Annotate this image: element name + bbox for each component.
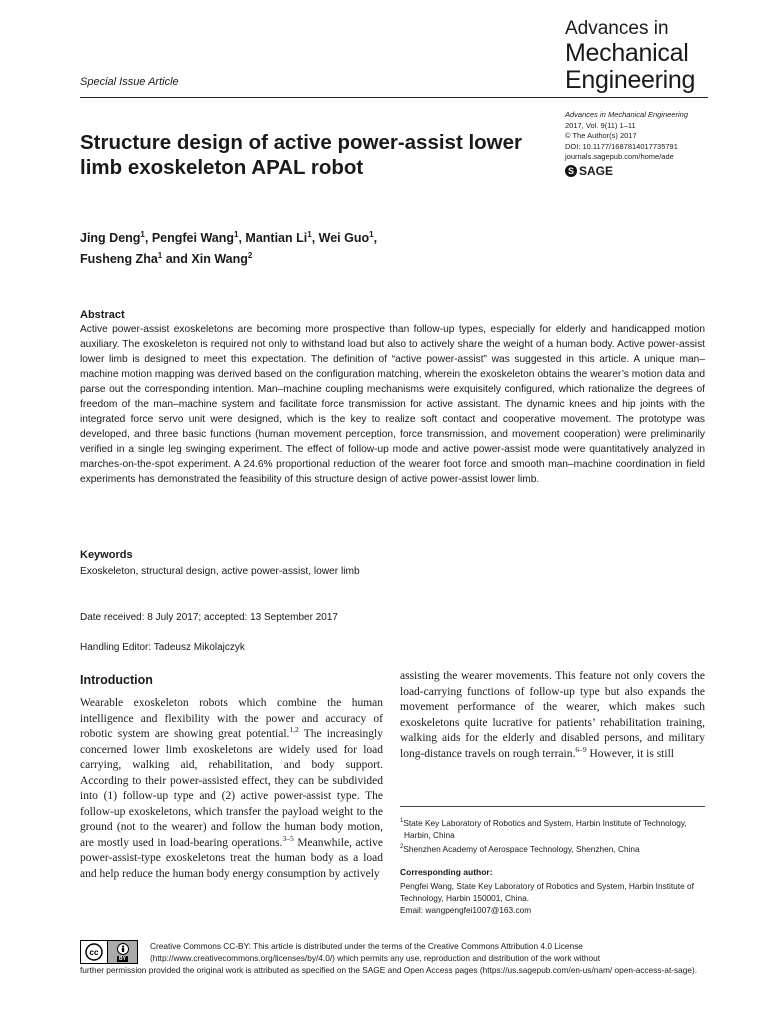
author-list: [80, 226, 550, 268]
introduction-heading: Introduction: [80, 673, 153, 687]
affiliation: $^2$Shenzhen Academy of Aerospace Technology, Shenzhen, China: [400, 843, 640, 854]
doi[interactable]: DOI: 10.1177/1687814017735791: [565, 141, 678, 151]
copyright: © The Author(s) 2017: [565, 131, 637, 140]
license-text: [80, 940, 705, 976]
cc-by-badge[interactable]: [80, 940, 138, 964]
date-received: Date received: 8 July 2017; accepted: 13 September 2017: [80, 612, 338, 623]
sage-s-icon: S: [565, 165, 577, 177]
license-line: open-access-at-sage).: [614, 965, 698, 975]
journal-volume: 2017, Vol. 9(11) 1–11: [565, 120, 636, 130]
license-line: (http://www.creativecommons.org/licenses/by/4.0/) which permits any use, reproduction and distribution of the work without: [150, 953, 601, 963]
author: Wei Guo$^1$,: [318, 230, 378, 246]
journal-title-line1: Advances in: [565, 18, 669, 39]
by-icon: [108, 941, 137, 963]
license-line: Creative Commons CC-BY: This article is distributed under the terms of the Creative Commons Attribution 4.0 License: [150, 941, 583, 951]
journal-title: [565, 18, 765, 94]
keywords-list: Exoskeleton, structural design, active power-assist, lower limb: [80, 566, 360, 577]
handling-editor: Handling Editor: Tadeusz Mikolajczyk: [80, 642, 245, 653]
article-title: Structure design of active power-assist lower limb exoskeleton APAL robot: [80, 131, 523, 179]
author: Xin Wang$^2$: [191, 251, 253, 267]
svg-text:cc: cc: [89, 948, 99, 957]
corresponding-author: [400, 880, 705, 916]
publisher-name: SAGE: [579, 164, 614, 178]
keywords-heading: Keywords: [80, 549, 133, 561]
sage-logo: [565, 164, 613, 178]
author: Fusheng Zha$^1$ and: [80, 251, 192, 267]
abstract-heading: Abstract: [80, 309, 125, 321]
abstract-body: Active power-assist exoskeletons are becoming more prospective than follow-up types, especially for elderly and handicapped motion auxiliary. The exoskeleton is required not only to withstand load but also to actively share the weight of a human body. Active power-assist lower limb is designed to meet this expectation. The definition of “active power-assist” was suggested in this article. A unique man–machine motion mapping was derived based on the configuration matching, wherein the exoskeleton obtains the wearer’s motion data and parse out the corresponding intention. Man–machine coupling mechanisms were exquisitely configured, which rationalize the degrees of freedom of the man–machine system and facilitate force transmission for active assistant. The dynamic knees and hip joints with the integrated force servo unit were designed, which is the key to realize soft contact and cooperative movement. The prototype was developed, and three basic functions (human movement perception, force transmission, and movement cooperation) were preliminarily verified in a single leg swinging experiment. The effect of follow-up mode and active power-assist mode were quantitatively analyzed in marches-on-the-spot experiment. A 24.6% proportional reduction of the wearer foot force and smooth man–machine coordination in field experiments has demonstrated the feasibility of this structure design of active power-assist lower limb.: [80, 324, 705, 485]
introduction-left-column: Wearable exoskeleton robots which combine the human intelligence and flexibility with the power and accuracy of robotic system are showing great potential.$^{1,2}$ The increasingly concerned lower limb exoskeletons are widely used for load carrying, walking aid, rehabilitation, and body support. According to their power-assisted effect, they can be subdivided into (1) follow-up type and (2) active power-assist type. The follow-up exoskeletons, which transfer the payload weight to the ground (not to the wearer) and follow the human body motion, are mostly used in load-bearing operations.$^{3-5}$ Meanwhile, active power-assist-type exoskeletons treat the human body as a load and help reduce the human body energy consumption by actively: [80, 697, 384, 880]
author: Mantian Li$^1$,: [245, 230, 319, 246]
cc-icon: [81, 941, 108, 963]
affiliations: [400, 815, 705, 855]
citation-link[interactable]: 1,2: [289, 725, 299, 735]
corresponding-author-email[interactable]: Email: wangpengfei1007@163.com: [400, 905, 532, 915]
header-divider: [80, 97, 708, 98]
article-type: Special Issue Article: [80, 76, 179, 88]
corresponding-author-address: Pengfei Wang, State Key Laboratory of Robotics and System, Harbin Institute of Technology, Harbin 150001, China.: [400, 881, 694, 903]
journal-url[interactable]: journals.sagepub.com/home/ade: [565, 152, 674, 161]
citation-link[interactable]: 6–9: [575, 744, 587, 754]
journal-title-line2: Mechanical: [565, 39, 689, 67]
introduction-right-column: assisting the wearer movements. This feature not only covers the load-carrying functions of follow-up type but also expands the movement performance of the wearer, which makes such exoskeletons quite lucrative for patients’ rehabilitation training, walking aids for the elderly and disabled persons, and military long-distance travels on rough terrain.$^{6-9}$ However, it is still: [400, 670, 705, 760]
author: Pengfei Wang$^1$,: [151, 230, 246, 246]
affiliations-divider: [400, 806, 705, 807]
author: Jing Deng$^1$,: [80, 230, 152, 246]
by-label: BY: [119, 955, 126, 962]
license-line: further permission provided the original work is attributed as specified on the SAGE and Open Access pages (https://us.sagepub.com/en-us/nam/: [80, 965, 613, 975]
citation-link[interactable]: 3–5: [282, 833, 294, 843]
affiliation: $^1$State Key Laboratory of Robotics and System, Harbin Institute of Technology, Harbin, China: [400, 817, 687, 840]
journal-name: Advances in Mechanical Engineering: [565, 110, 688, 119]
journal-meta: [565, 110, 688, 163]
journal-title-line3: Engineering: [565, 66, 696, 94]
corresponding-author-heading: Corresponding author:: [400, 867, 493, 877]
